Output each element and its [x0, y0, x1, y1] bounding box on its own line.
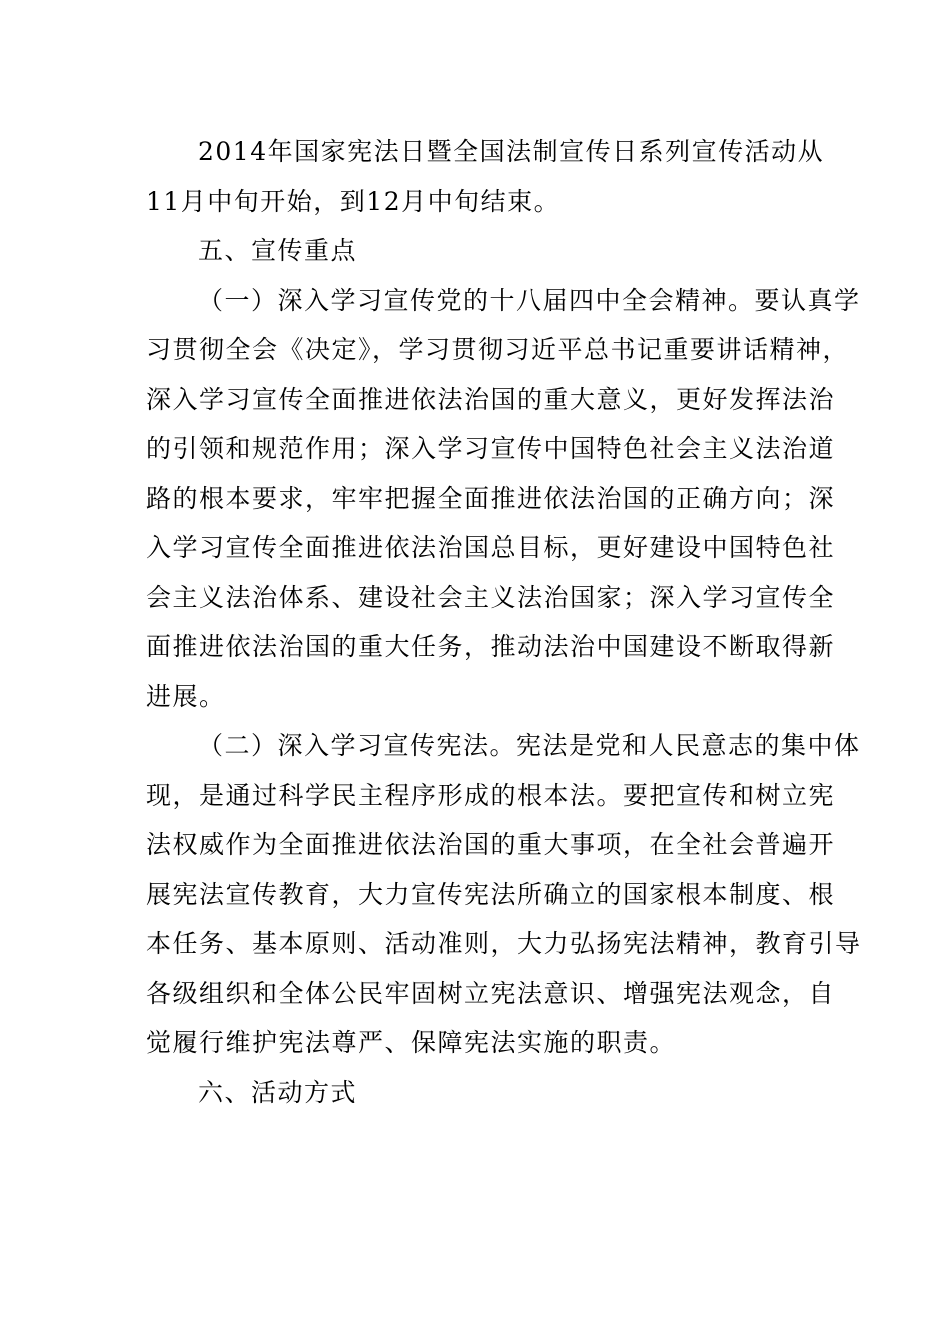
- text-line: 展宪法宣传教育，大力宣传宪法所确立的国家根本制度、根: [146, 879, 836, 909]
- text-line: 的引领和规范作用；深入学习宣传中国特色社会主义法治道: [146, 434, 836, 463]
- text-line: 本任务、基本原则、活动准则，大力弘扬宪法精神，教育引导: [146, 929, 862, 958]
- text-line: （二）深入学习宣传宪法。宪法是党和人民意志的集中体: [198, 731, 861, 760]
- text-line: 会主义法治体系、建设社会主义法治国家；深入学习宣传全: [146, 582, 836, 612]
- section-heading: 五、宣传重点: [198, 236, 358, 265]
- text-line: 现，是通过科学民主程序形成的根本法。要把宣传和树立宪: [146, 780, 836, 810]
- text-line: 各级组织和全体公民牢固树立宪法意识、增强宪法观念，自: [146, 978, 836, 1008]
- text-line: 深入学习宣传全面推进依法治国的重大意义，更好发挥法治: [146, 384, 836, 414]
- text-line: 路的根本要求，牢牢把握全面推进依法治国的正确方向；深: [146, 483, 836, 513]
- text-line: 11月中旬开始，到12月中旬结束。: [146, 186, 561, 216]
- text-line: 法权威作为全面推进依法治国的重大事项，在全社会普遍开: [146, 830, 836, 859]
- text-line: 习贯彻全会《决定》，学习贯彻习近平总书记重要讲话精神，: [146, 335, 850, 364]
- document-body: [146, 127, 862, 1117]
- section-heading: 六、活动方式: [198, 1077, 358, 1107]
- text-line: 2014年国家宪法日暨全国法制宣传日系列宣传活动从: [198, 137, 825, 166]
- text-line: 进展。: [146, 681, 226, 711]
- text-line: 入学习宣传全面推进依法治国总目标，更好建设中国特色社: [146, 533, 836, 562]
- text-line: （一）深入学习宣传党的十八届四中全会精神。要认真学: [198, 285, 861, 315]
- text-line: 觉履行维护宪法尊严、保障宪法实施的职责。: [146, 1028, 677, 1057]
- text-line: 面推进依法治国的重大任务，推动法治中国建设不断取得新: [146, 632, 836, 661]
